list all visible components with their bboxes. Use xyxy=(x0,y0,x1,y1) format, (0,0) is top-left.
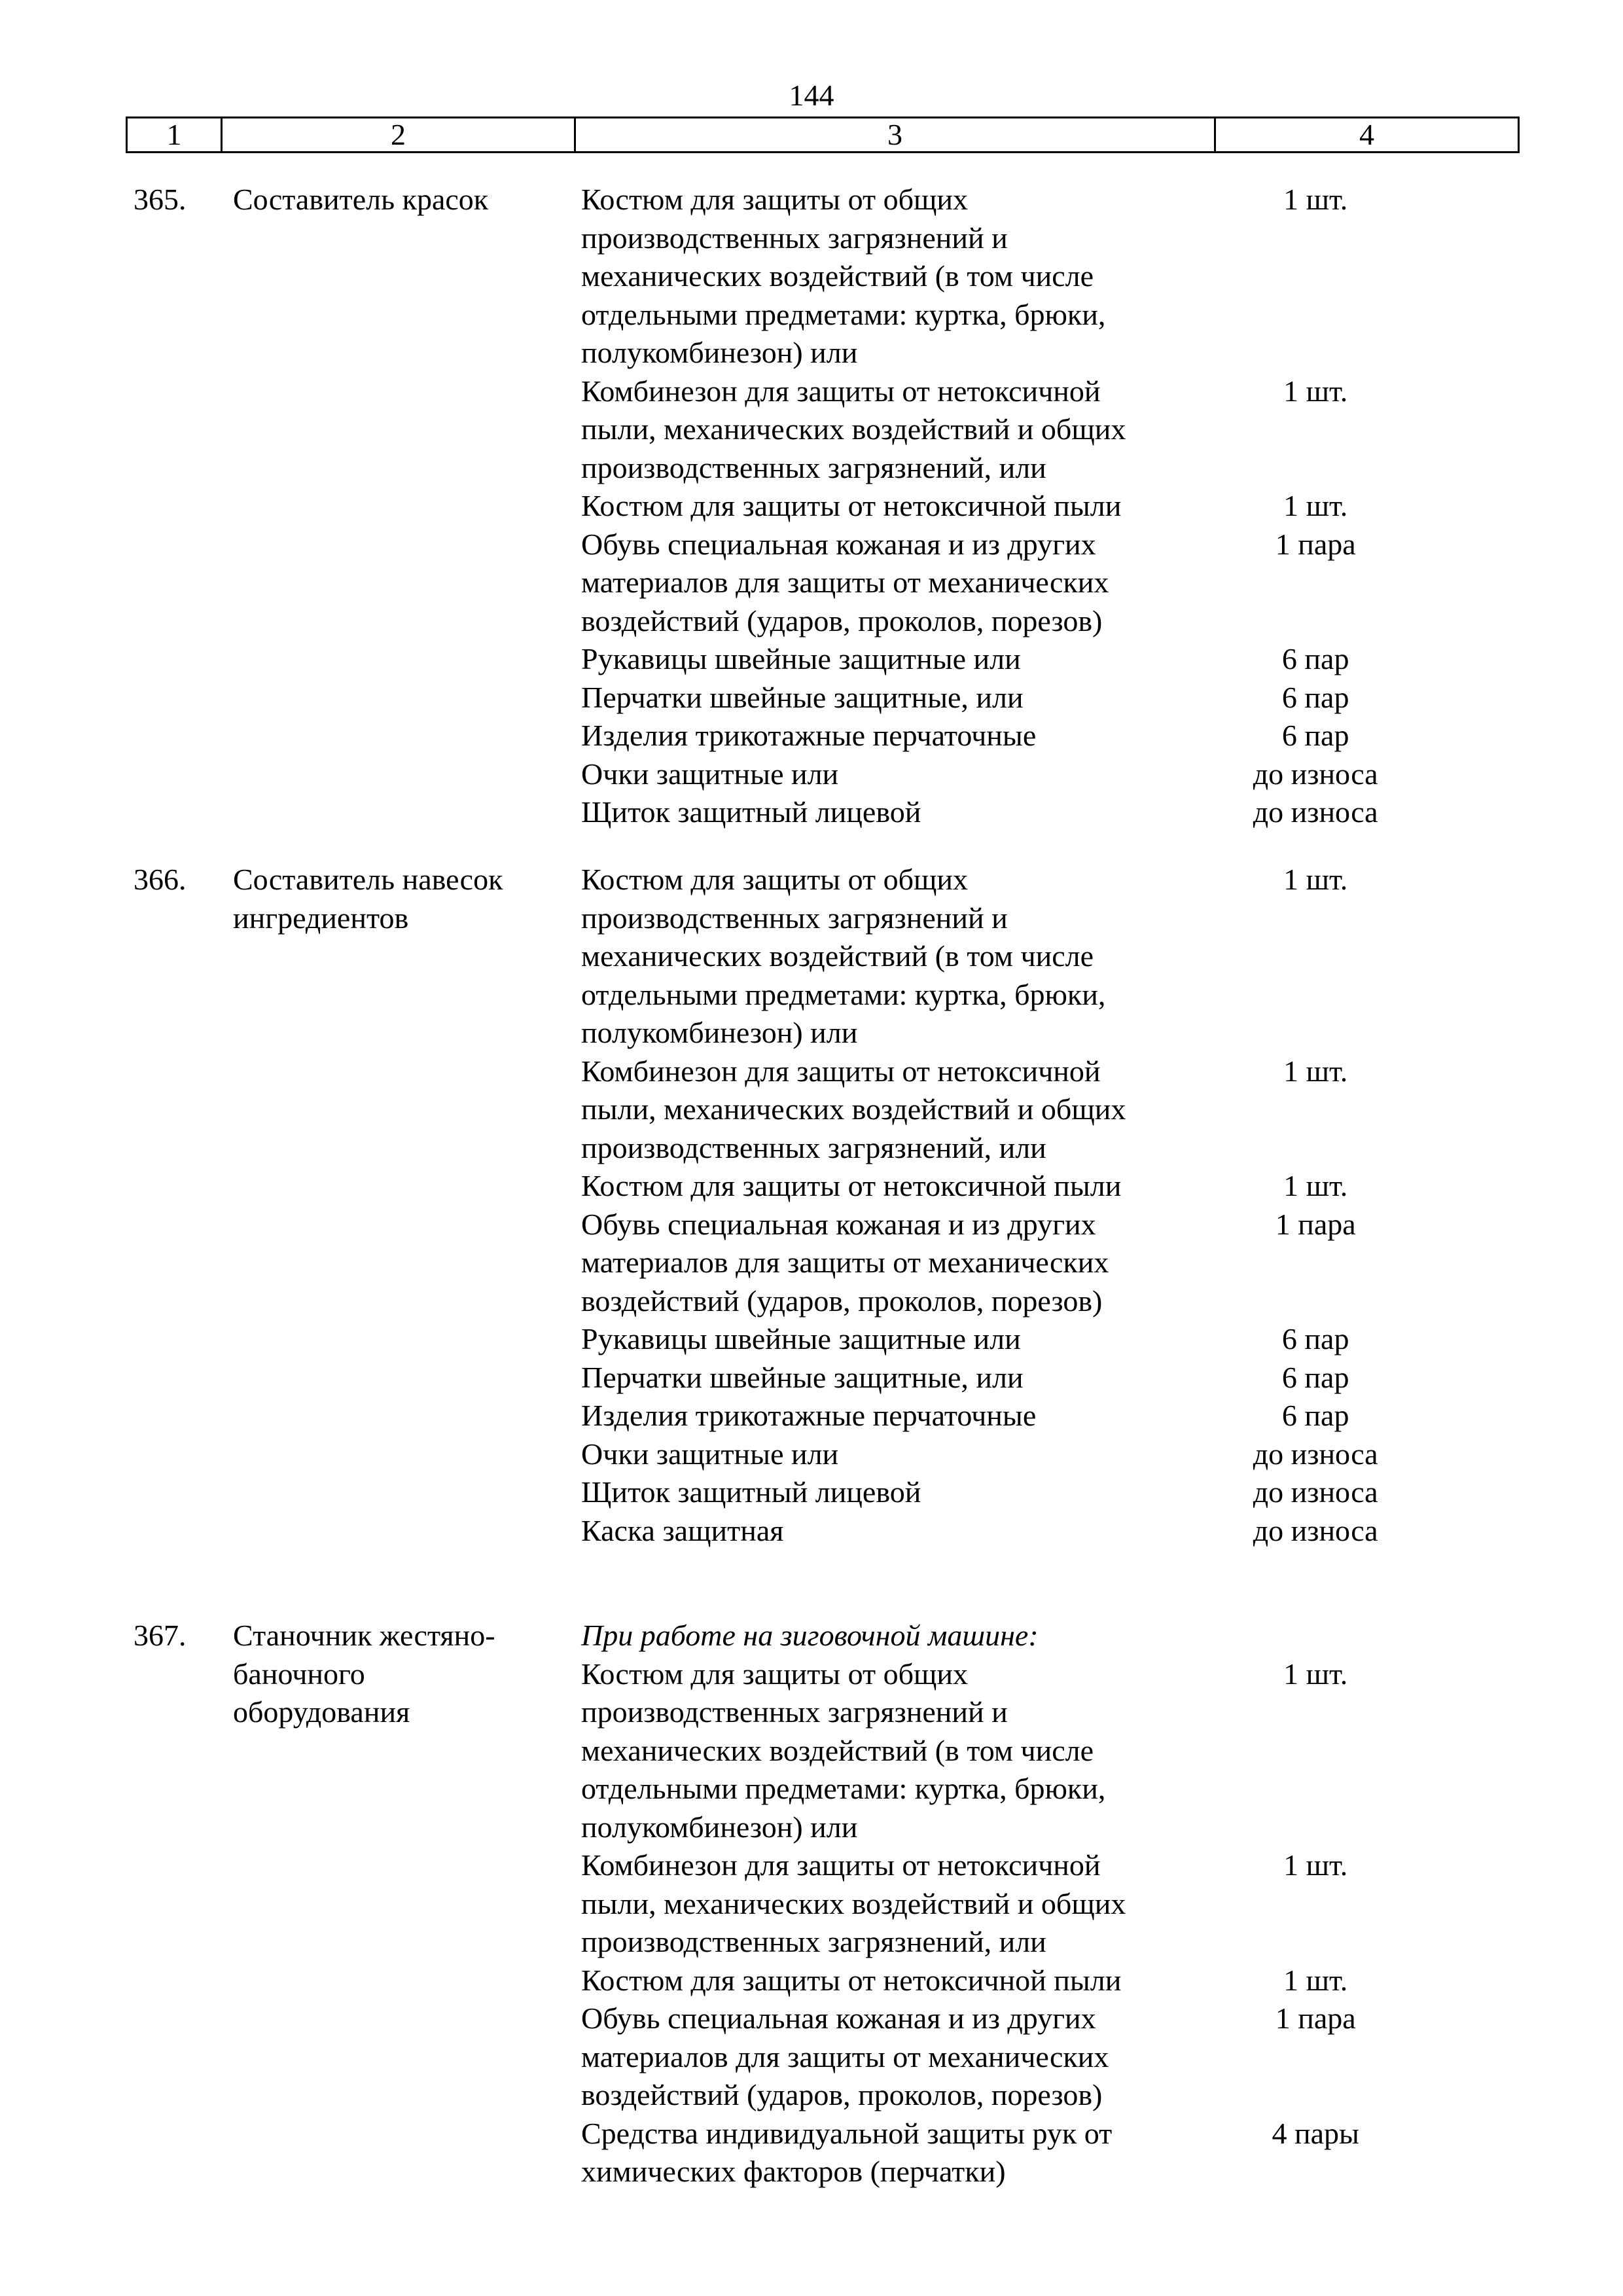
ppe-item xyxy=(581,1473,1406,1512)
ppe-item-line: Обувь специальная кожаная и из других xyxy=(581,527,1096,561)
row-number: 365. xyxy=(134,183,187,216)
ppe-item-line: Изделия трикотажные перчаточные xyxy=(581,1399,1037,1432)
ppe-item-line: Перчатки швейные защитные, или xyxy=(581,1360,1024,1394)
ppe-item-name xyxy=(581,717,1225,755)
ppe-item xyxy=(581,1167,1406,1206)
ppe-item-line: Изделия трикотажные перчаточные xyxy=(581,719,1037,752)
ppe-item-line: Костюм для защиты от общих xyxy=(581,863,969,896)
row-number: 367. xyxy=(134,1619,187,1652)
column-header-row xyxy=(126,117,1520,153)
ppe-item-norm: 1 шт. xyxy=(1283,1848,1348,1882)
ppe-item-name xyxy=(581,1962,1225,2000)
ppe-item-norm: 1 шт. xyxy=(1283,1657,1348,1691)
ppe-item xyxy=(581,2115,1406,2191)
profession-line: Составитель навесок xyxy=(233,863,503,896)
page-number: 144 xyxy=(789,79,834,112)
ppe-item-name xyxy=(581,1397,1225,1435)
ppe-item-line: Обувь специальная кожаная и из других xyxy=(581,1207,1096,1241)
ppe-list xyxy=(581,181,1406,832)
ppe-item-norm: 1 шт. xyxy=(1283,489,1348,522)
ppe-item-norm: 1 пара xyxy=(1275,1207,1356,1241)
ppe-item-line: пыли, механических воздействий и общих xyxy=(581,1092,1126,1126)
profession-line: Составитель красок xyxy=(233,183,489,216)
ppe-item-name xyxy=(581,2115,1225,2191)
ppe-item-line: Обувь специальная кожаная и из других xyxy=(581,2001,1096,2035)
ppe-item-line: отдельными предметами: куртка, брюки, xyxy=(581,977,1106,1011)
profession-name xyxy=(233,1617,580,1732)
ppe-item-name xyxy=(581,861,1225,1052)
ppe-item-name xyxy=(581,1052,1225,1168)
ppe-item-line: Перчатки швейные защитные, или xyxy=(581,680,1024,714)
ppe-item-name xyxy=(581,1655,1225,1847)
ppe-item-line: Костюм для защиты от нетоксичной пыли xyxy=(581,1169,1122,1202)
ppe-item xyxy=(581,793,1406,832)
ppe-item-name xyxy=(581,1435,1225,1474)
ppe-item xyxy=(581,1435,1406,1474)
ppe-item-line: пыли, механических воздействий и общих xyxy=(581,1886,1126,1920)
ppe-item xyxy=(581,640,1406,679)
ppe-item-norm: до износа xyxy=(1253,1475,1378,1509)
ppe-item-line: Средства индивидуальной защиты рук от xyxy=(581,2116,1113,2150)
ppe-item-line: Очки защитные или xyxy=(581,1437,839,1471)
ppe-item-line: производственных загрязнений, или xyxy=(581,1130,1046,1164)
ppe-item-line: производственных загрязнений и xyxy=(581,901,1008,935)
ppe-item xyxy=(581,1320,1406,1359)
ppe-item-norm: 4 пары xyxy=(1272,2116,1359,2150)
ppe-item-name xyxy=(581,1359,1225,1397)
ppe-item-norm: до износа xyxy=(1253,1513,1378,1547)
ppe-item-line: Каска защитная xyxy=(581,1513,784,1547)
ppe-item-line: химических факторов (перчатки) xyxy=(581,2155,1006,2188)
ppe-item xyxy=(581,679,1406,717)
ppe-item-norm: 6 пар xyxy=(1281,1399,1349,1432)
ppe-item-line: производственных загрязнений и xyxy=(581,221,1008,255)
ppe-item xyxy=(581,861,1406,1052)
ppe-item xyxy=(581,372,1406,488)
ppe-item-line: механических воздействий (в том числе xyxy=(581,259,1094,293)
ppe-item-line: воздействий (ударов, проколов, порезов) xyxy=(581,603,1103,637)
ppe-item-line: отдельными предметами: куртка, брюки, xyxy=(581,297,1106,331)
ppe-item-line: воздействий (ударов, проколов, порезов) xyxy=(581,2078,1103,2111)
ppe-list xyxy=(581,861,1406,1550)
ppe-item-line: воздействий (ударов, проколов, порезов) xyxy=(581,1283,1103,1318)
ppe-item-name xyxy=(581,487,1225,526)
ppe-item-norm: до износа xyxy=(1253,795,1378,829)
ppe-item-line: Костюм для защиты от нетоксичной пыли xyxy=(581,489,1122,522)
ppe-item-line: Костюм для защиты от общих xyxy=(581,183,969,216)
ppe-item-line: Щиток защитный лицевой xyxy=(581,1475,921,1509)
ppe-item-line: полукомбинезон) или xyxy=(581,1810,858,1844)
profession-line: баночного xyxy=(233,1657,365,1691)
ppe-item-name xyxy=(581,755,1225,794)
ppe-item-norm: 1 пара xyxy=(1275,527,1356,561)
ppe-item-norm: 6 пар xyxy=(1281,719,1349,752)
column-header-4: 4 xyxy=(1359,118,1374,151)
ppe-item-name xyxy=(581,181,1225,372)
profession-line: ингредиентов xyxy=(233,901,409,935)
ppe-item xyxy=(581,755,1406,794)
ppe-item-name xyxy=(581,640,1225,679)
ppe-item-line: механических воздействий (в том числе xyxy=(581,1733,1094,1767)
ppe-item-norm: 1 шт. xyxy=(1283,1169,1348,1202)
ppe-item-line: пыли, механических воздействий и общих xyxy=(581,412,1126,446)
ppe-item-line: Комбинезон для защиты от нетоксичной xyxy=(581,1848,1101,1882)
ppe-item-norm: 1 шт. xyxy=(1283,183,1348,216)
ppe-item-name xyxy=(581,1320,1225,1359)
ppe-item-line: Комбинезон для защиты от нетоксичной xyxy=(581,1054,1101,1088)
ppe-item xyxy=(581,1359,1406,1397)
ppe-item-line: Рукавицы швейные защитные или xyxy=(581,642,1021,675)
ppe-item xyxy=(581,526,1406,641)
ppe-item-name xyxy=(581,372,1225,488)
ppe-item xyxy=(581,1846,1406,1962)
ppe-item-name xyxy=(581,526,1225,641)
profession-line: оборудования xyxy=(233,1695,410,1729)
ppe-item-line: производственных загрязнений, или xyxy=(581,450,1046,484)
ppe-item-name xyxy=(581,1512,1225,1551)
ppe-item xyxy=(581,1206,1406,1321)
ppe-item xyxy=(581,1397,1406,1435)
profession-name xyxy=(233,181,580,219)
ppe-item-norm: 1 пара xyxy=(1275,2001,1356,2035)
ppe-item-norm: 6 пар xyxy=(1281,1360,1349,1394)
profession-line: Станочник жестяно- xyxy=(233,1619,495,1652)
ppe-item-line: полукомбинезон) или xyxy=(581,1016,858,1049)
ppe-item-name xyxy=(581,679,1225,717)
ppe-item-line: производственных загрязнений и xyxy=(581,1695,1008,1729)
ppe-item xyxy=(581,1512,1406,1551)
ppe-item-name xyxy=(581,793,1225,832)
ppe-item xyxy=(581,487,1406,526)
ppe-item-line: Рукавицы швейные защитные или xyxy=(581,1322,1021,1355)
column-header-1: 1 xyxy=(128,118,223,151)
ppe-item-norm: до износа xyxy=(1253,1437,1378,1471)
ppe-item-line: Очки защитные или xyxy=(581,757,839,791)
ppe-item-name xyxy=(581,2000,1225,2115)
ppe-item xyxy=(581,1962,1406,2000)
ppe-item-norm: 6 пар xyxy=(1281,680,1349,714)
ppe-item-line: механических воздействий (в том числе xyxy=(581,939,1094,973)
ppe-item-line: отдельными предметами: куртка, брюки, xyxy=(581,1772,1106,1805)
ppe-list xyxy=(581,1617,1406,2191)
ppe-item-norm: 1 шт. xyxy=(1283,1054,1348,1088)
ppe-item-line: Комбинезон для защиты от нетоксичной xyxy=(581,374,1101,408)
ppe-item-line: Щиток защитный лицевой xyxy=(581,795,921,829)
ppe-item xyxy=(581,181,1406,372)
ppe-item xyxy=(581,1052,1406,1168)
ppe-item-line: Костюм для защиты от общих xyxy=(581,1657,969,1691)
ppe-item xyxy=(581,2000,1406,2115)
row-number: 366. xyxy=(134,863,187,896)
ppe-item-name xyxy=(581,1473,1225,1512)
ppe-item-norm: 6 пар xyxy=(1281,642,1349,675)
ppe-item-line: полукомбинезон) или xyxy=(581,336,858,369)
condition-note: При работе на зиговочной машине: xyxy=(581,1619,1039,1652)
ppe-item-line: Костюм для защиты от нетоксичной пыли xyxy=(581,1963,1122,1997)
ppe-item-name xyxy=(581,1846,1225,1962)
ppe-item-norm: 1 шт. xyxy=(1283,863,1348,896)
ppe-item-line: производственных загрязнений, или xyxy=(581,1925,1046,1958)
ppe-item-line: материалов для защиты от механических xyxy=(581,2039,1109,2073)
ppe-item-name xyxy=(581,1167,1225,1206)
column-header-2: 2 xyxy=(223,118,576,151)
ppe-item-norm: 6 пар xyxy=(1281,1322,1349,1355)
profession-name xyxy=(233,861,580,937)
ppe-item-name xyxy=(581,1206,1225,1321)
ppe-item-norm: до износа xyxy=(1253,757,1378,791)
ppe-item-norm: 1 шт. xyxy=(1283,374,1348,408)
column-header-3: 3 xyxy=(576,118,1216,151)
ppe-item-line: материалов для защиты от механических xyxy=(581,1246,1109,1279)
ppe-item xyxy=(581,1655,1406,1847)
ppe-item xyxy=(581,717,1406,755)
ppe-item-line: материалов для защиты от механических xyxy=(581,565,1109,599)
ppe-item-norm: 1 шт. xyxy=(1283,1963,1348,1997)
